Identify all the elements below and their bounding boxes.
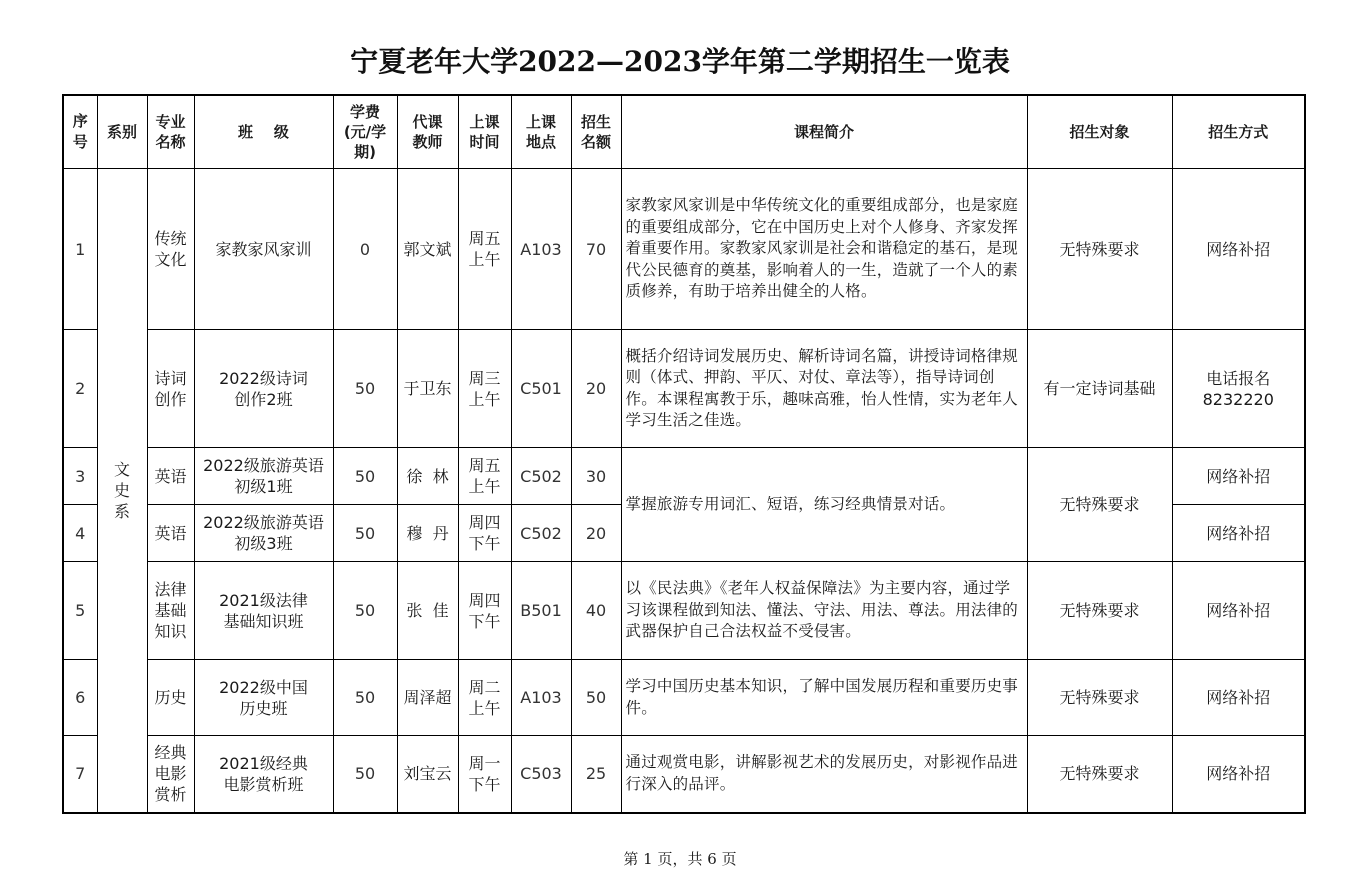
header-time: 上课时间 xyxy=(458,95,511,169)
cell-location: A103 xyxy=(511,169,571,330)
page-title: 宁夏老年大学2022—2023学年第二学期招生一览表 xyxy=(350,45,1010,78)
cell-location: C503 xyxy=(511,736,571,813)
header-quota: 招生名额 xyxy=(571,95,621,169)
cell-department: 文史系 xyxy=(97,169,147,813)
table-row xyxy=(63,562,1305,660)
cell-method: 网络补招 xyxy=(1172,562,1305,660)
cell-intro: 概括介绍诗词发展历史、解析诗词名篇，讲授诗词格律规则（体式、押韵、平仄、对仗、章法等），指导诗词创作。本课程寓教于乐，趣味高雅，怡人性情，实为老年人学习生活之佳选。 xyxy=(621,330,1027,448)
cell-class: 2022级中国历史班 xyxy=(194,660,333,736)
cell-seq: 4 xyxy=(63,505,97,562)
header-class: 班 级 xyxy=(194,95,333,169)
cell-teacher: 周泽超 xyxy=(397,660,458,736)
cell-quota: 70 xyxy=(571,169,621,330)
cell-time: 周五上午 xyxy=(458,448,511,505)
header-location: 上课地点 xyxy=(511,95,571,169)
cell-method: 网络补招 xyxy=(1172,660,1305,736)
cell-fee: 50 xyxy=(333,330,397,448)
enrollment-table xyxy=(62,94,1306,814)
cell-fee: 50 xyxy=(333,448,397,505)
cell-method: 网络补招 xyxy=(1172,736,1305,813)
cell-quota: 25 xyxy=(571,736,621,813)
cell-target: 有一定诗词基础 xyxy=(1027,330,1172,448)
cell-major: 传统文化 xyxy=(147,169,194,330)
cell-class: 2021级经典电影赏析班 xyxy=(194,736,333,813)
header-dept: 系别 xyxy=(97,95,147,169)
cell-class: 2022级诗词创作2班 xyxy=(194,330,333,448)
cell-intro: 掌握旅游专用词汇、短语，练习经典情景对话。 xyxy=(621,448,1027,562)
header-major: 专业名称 xyxy=(147,95,194,169)
header-row xyxy=(63,95,1305,169)
cell-fee: 50 xyxy=(333,736,397,813)
cell-quota: 20 xyxy=(571,330,621,448)
cell-target: 无特殊要求 xyxy=(1027,169,1172,330)
header-teacher: 代课教师 xyxy=(397,95,458,169)
cell-seq: 5 xyxy=(63,562,97,660)
cell-seq: 1 xyxy=(63,169,97,330)
cell-class: 2022级旅游英语初级3班 xyxy=(194,505,333,562)
cell-location: C502 xyxy=(511,505,571,562)
cell-seq: 6 xyxy=(63,660,97,736)
cell-fee: 50 xyxy=(333,505,397,562)
cell-teacher: 郭文斌 xyxy=(397,169,458,330)
cell-time: 周二上午 xyxy=(458,660,511,736)
cell-class: 2022级旅游英语初级1班 xyxy=(194,448,333,505)
cell-time: 周五上午 xyxy=(458,169,511,330)
cell-location: C501 xyxy=(511,330,571,448)
cell-target: 无特殊要求 xyxy=(1027,736,1172,813)
table-row xyxy=(63,169,1305,330)
cell-seq: 2 xyxy=(63,330,97,448)
cell-location: B501 xyxy=(511,562,571,660)
header-seq: 序号 xyxy=(63,95,97,169)
cell-time: 周三上午 xyxy=(458,330,511,448)
cell-intro: 通过观赏电影，讲解影视艺术的发展历史，对影视作品进行深入的品评。 xyxy=(621,736,1027,813)
cell-major: 经典电影赏析 xyxy=(147,736,194,813)
cell-teacher: 穆 丹 xyxy=(397,505,458,562)
cell-major: 历史 xyxy=(147,660,194,736)
cell-quota: 50 xyxy=(571,660,621,736)
cell-major: 英语 xyxy=(147,448,194,505)
header-fee: 学费(元/学期) xyxy=(333,95,397,169)
cell-target: 无特殊要求 xyxy=(1027,448,1172,562)
cell-time: 周四下午 xyxy=(458,562,511,660)
cell-quota: 40 xyxy=(571,562,621,660)
cell-method: 网络补招 xyxy=(1172,169,1305,330)
cell-time: 周一下午 xyxy=(458,736,511,813)
cell-teacher: 于卫东 xyxy=(397,330,458,448)
cell-intro: 学习中国历史基本知识，了解中国发展历程和重要历史事件。 xyxy=(621,660,1027,736)
cell-method: 网络补招 xyxy=(1172,505,1305,562)
cell-location: A103 xyxy=(511,660,571,736)
cell-major: 诗词创作 xyxy=(147,330,194,448)
cell-seq: 7 xyxy=(63,736,97,813)
table-row xyxy=(63,736,1305,813)
table-row xyxy=(63,660,1305,736)
cell-quota: 30 xyxy=(571,448,621,505)
cell-fee: 50 xyxy=(333,660,397,736)
cell-seq: 3 xyxy=(63,448,97,505)
cell-teacher: 刘宝云 xyxy=(397,736,458,813)
cell-intro: 以《民法典》《老年人权益保障法》为主要内容，通过学习该课程做到知法、懂法、守法、用法、尊法。用法律的武器保护自己合法权益不受侵害。 xyxy=(621,562,1027,660)
header-intro: 课程简介 xyxy=(621,95,1027,169)
cell-time: 周四下午 xyxy=(458,505,511,562)
header-method: 招生方式 xyxy=(1172,95,1305,169)
cell-teacher: 徐 林 xyxy=(397,448,458,505)
cell-class: 家教家风家训 xyxy=(194,169,333,330)
cell-method: 电话报名8232220 xyxy=(1172,330,1305,448)
cell-fee: 0 xyxy=(333,169,397,330)
cell-teacher: 张 佳 xyxy=(397,562,458,660)
cell-fee: 50 xyxy=(333,562,397,660)
cell-method: 网络补招 xyxy=(1172,448,1305,505)
page-footer: 第 1 页，共 6 页 xyxy=(623,850,737,868)
table-row xyxy=(63,448,1305,505)
table-row xyxy=(63,330,1305,448)
cell-quota: 20 xyxy=(571,505,621,562)
cell-class: 2021级法律基础知识班 xyxy=(194,562,333,660)
cell-major: 法律基础知识 xyxy=(147,562,194,660)
cell-location: C502 xyxy=(511,448,571,505)
cell-target: 无特殊要求 xyxy=(1027,562,1172,660)
header-target: 招生对象 xyxy=(1027,95,1172,169)
cell-target: 无特殊要求 xyxy=(1027,660,1172,736)
cell-major: 英语 xyxy=(147,505,194,562)
cell-intro: 家教家风家训是中华传统文化的重要组成部分，也是家庭的重要组成部分，它在中国历史上对个人修身、齐家发挥着重要作用。家教家风家训是社会和谐稳定的基石，是现代公民德育的奠基，影响着人的一生，造就了一个人的素质修养，有助于培养出健全的人格。 xyxy=(621,169,1027,330)
